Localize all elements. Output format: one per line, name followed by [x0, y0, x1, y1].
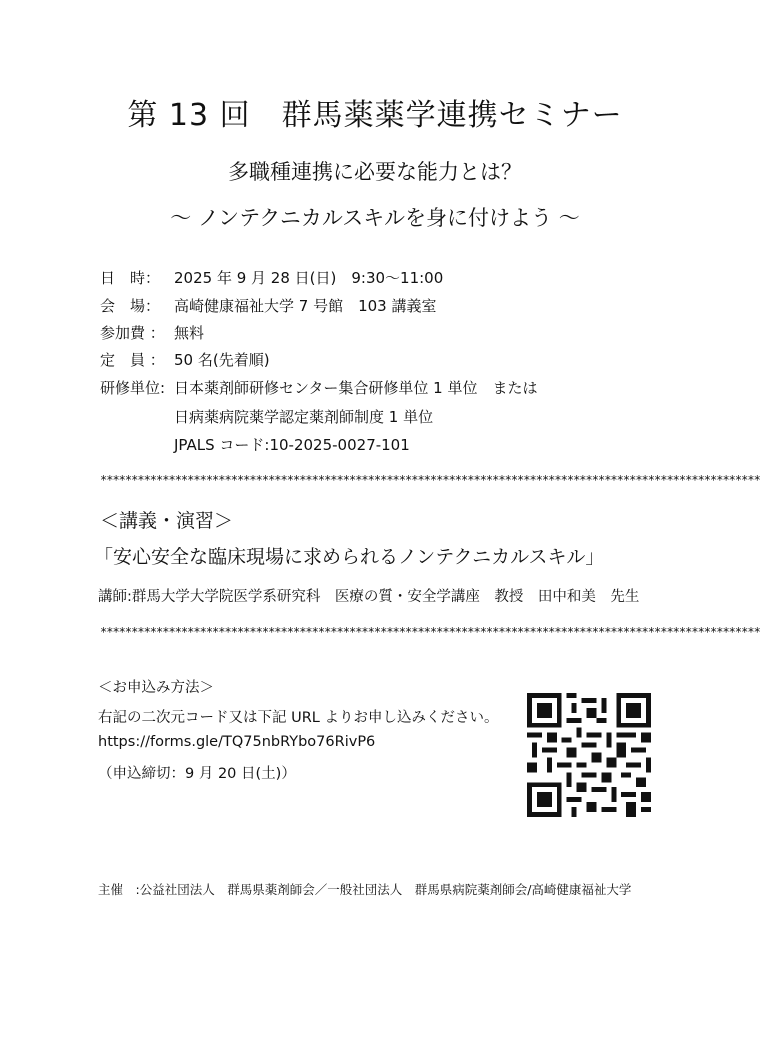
- detail-label: 参加費 ：: [100, 324, 165, 342]
- application-heading: ＜お申込み方法＞: [98, 680, 214, 696]
- detail-row-date: [100, 268, 443, 288]
- detail-value: 50 名(先着順): [174, 351, 270, 369]
- detail-row-capacity: [100, 350, 270, 370]
- application-url[interactable]: https://forms.gle/TQ75nbRYbo76RivP6: [98, 734, 376, 750]
- detail-value: 2025 年 9 月 28 日(日) 9:30～11:00: [174, 269, 444, 287]
- subtitle: 多職種連携に必要な能力とは？: [228, 160, 522, 184]
- detail-label: 研修単位:: [100, 379, 166, 397]
- detail-value: 高崎健康福祉大学 7 号館 103 講義室: [174, 297, 437, 315]
- tagline: ～ ノンテクニカルスキルを身に付けよう ～: [170, 206, 580, 230]
- separator-top: **********************************************************************************************************: [100, 473, 760, 487]
- detail-label: 日 時：: [100, 269, 161, 287]
- detail-row-credits: [100, 378, 537, 398]
- lecture-title: 「安心安全な臨床現場に求められるノンテクニカルスキル」: [94, 546, 605, 568]
- detail-label: 定 員 ：: [100, 351, 165, 369]
- detail-value: 無料: [174, 324, 205, 342]
- detail-row-fee: [100, 323, 204, 343]
- lecturer: 講師:群馬大学大学院医学系研究科 医療の質・安全学講座 教授 田中和美 先生: [98, 589, 640, 605]
- credit-line-2: 日病薬病院薬学認定薬剤師制度 1 単位: [174, 408, 434, 426]
- page-title: 第 13 回 群馬薬薬学連携セミナー: [127, 98, 623, 133]
- organizers: 主催 :公益社団法人 群馬県薬剤師会／一般社団法人 群馬県病院薬剤師会/高崎健康福祉大学: [98, 882, 632, 897]
- detail-row-venue: [100, 296, 436, 316]
- detail-value: 日本薬剤師研修センター集合研修単位 1 単位 または: [174, 379, 538, 397]
- jpals-code: JPALS コード:10-2025-0027-101: [174, 436, 410, 454]
- detail-label: 会 場：: [100, 297, 161, 315]
- application-instruction: 右記の二次元コード又は下記 URL よりお申し込みください。: [98, 710, 499, 726]
- lecture-heading: ＜講義・演習＞: [100, 510, 234, 532]
- qr-code-icon[interactable]: [527, 693, 651, 817]
- application-deadline: （申込締切：9 月 20 日(土)）: [98, 766, 296, 782]
- separator-bottom: **********************************************************************************************************: [100, 625, 760, 639]
